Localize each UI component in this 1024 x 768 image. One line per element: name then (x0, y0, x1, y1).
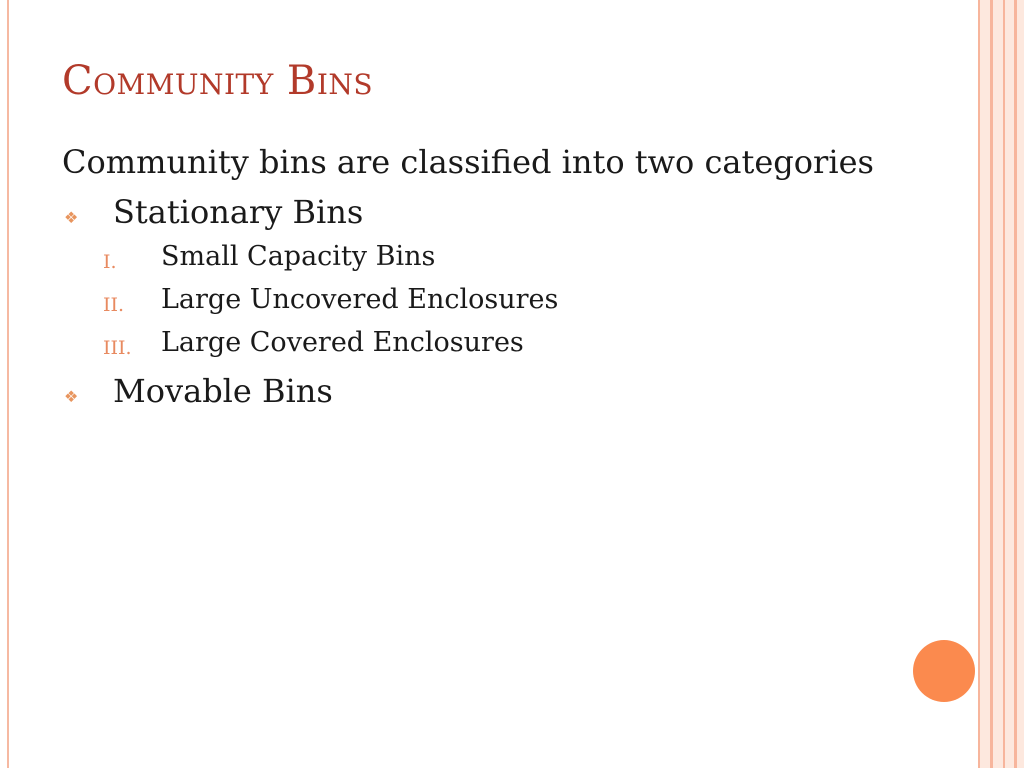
decorative-circle (913, 640, 975, 702)
decorative-stripe (1014, 0, 1017, 768)
decorative-stripe (1003, 0, 1005, 768)
subitem-small-capacity-bins: Small Capacity Bins (161, 241, 436, 272)
decorative-stripe (990, 0, 993, 768)
subitem-number: III. (103, 337, 132, 359)
diamond-bullet-icon: ❖ (64, 208, 79, 227)
intro-text: Community bins are classified into two categories (62, 143, 874, 181)
subitem-large-uncovered-enclosures: Large Uncovered Enclosures (161, 284, 559, 315)
right-decorative-panel (978, 0, 1024, 768)
left-border-line (7, 0, 9, 768)
slide-title: Community Bins (62, 58, 374, 104)
subitem-number: I. (103, 251, 117, 273)
decorative-stripe (978, 0, 980, 768)
subitem-number: II. (103, 294, 125, 316)
subitem-large-covered-enclosures: Large Covered Enclosures (161, 327, 524, 358)
bullet-movable-bins: Movable Bins (113, 372, 333, 410)
bullet-stationary-bins: Stationary Bins (113, 193, 364, 231)
diamond-bullet-icon: ❖ (64, 387, 79, 406)
